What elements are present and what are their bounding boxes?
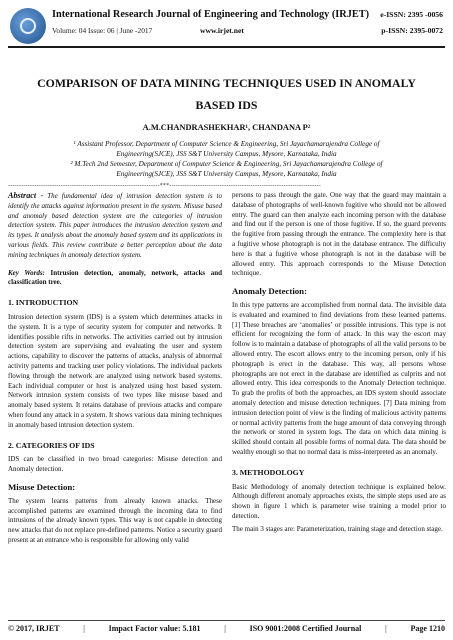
affiliation-2-line2: Engineering(SJCE), JSS S&T University Campus, Mysore, Karnataka, India xyxy=(116,170,337,178)
footer-impact-factor: Impact Factor value: 5.181 xyxy=(108,624,201,633)
abstract-text: The fundamental idea of intrusion detection system is to identify the attacks against information present in the system. Misuse based and anomaly based detection system are the categories of intrusion detection system. This paper introduces the intrusion detection system and its types. It analysis about the anomaly based system and its applications in various fields. This review contribute a better perception about the data mining techniques in anomaly detection system. xyxy=(8,192,222,259)
journal-logo-icon xyxy=(10,8,46,44)
footer-rule xyxy=(8,620,445,621)
affiliation-1-line1: ¹ Assistant Professor, Department of Computer Science & Engineering, Sri Jayachamarajendra College of xyxy=(73,140,380,148)
paper-authors: A.M.CHANDRASHEKHAR¹, CHANDANA P² xyxy=(142,123,311,132)
keywords-text: Intrusion detection, anomaly, network, attacks and classification tree. xyxy=(8,268,222,287)
categories-text: IDS can be classified in two broad categories: Misuse detection and Anomaly detection. xyxy=(8,455,222,474)
intro-heading: 1. INTRODUCTION xyxy=(8,298,79,308)
footer-separator: | xyxy=(224,624,226,633)
paper-title-line2: BASED IDS xyxy=(195,98,258,112)
left-column xyxy=(8,191,222,546)
journal-header xyxy=(0,0,453,54)
methodology-text-2: The main 3 stages are: Parameterization, training stage and detection stage. xyxy=(232,524,443,533)
eissn: e-ISSN: 2395 -0056 xyxy=(380,10,443,19)
journal-website[interactable]: www.irjet.net xyxy=(200,26,244,35)
volume-issue: Volume: 04 Issue: 06 | June -2017 xyxy=(52,26,153,35)
paper-title-line1: COMPARISON OF DATA MINING TECHNIQUES USED IN ANOMALY xyxy=(37,76,416,90)
footer-page-number: Page 1210 xyxy=(410,624,445,633)
methodology-text-1: Basic Methodology of anomaly detection technique is explained below. Although different anomaly approaches exists, the simple steps used are as shown in figure 1 which is parameter wise training a model prior to detection. xyxy=(232,482,446,520)
anomaly-text: In this type patterns are accomplished from normal data. The invisible data is evaluated and examined to find deviations from these learned patterns. [1] These breaches are ‘anomalies’ or possible intrusions. This type is not efficient for recognizing the form of attack. In this way the escort may follow is to maintain a database of photographs of all the valid persons to be allowed entry. The escort allows entry to the incoming person, only if his photograph is erect in the database. This way, all persons whose photographs are not erect in the database are identified as culprits and not allowed entry. This idea corresponds to the Anomaly Detection technique. To grab the profits of both the approaches, an IDS system should associate anomaly detection and misuse detection techniques. [7] Data mining from intrusion detection point of view is the finding of malicious activity patterns or normal activity patterns from the huge amount of data conveying through the network or stored in system logs. The data on which data mining is skilled should contain all possible forms of normal data. The data should be wealthy enough so that no normal data is miss-interpreted as an anomaly. xyxy=(232,300,446,456)
intro-text: Intrusion detection system (IDS) is a system which determines attacks in the system. It is a type of security system for computer and networks. It identifies possible rifts in networks. The activities carried out by intrusion detection system are supervising and evaluating the user and system actions, capability to discover the patterns of attacks, analysis of abnormal activity patterns and tracking user policy violations. The individual packets flowing through the network are analyzed using network based systems. Each individual computer or host is analyzed using host based system. Network intrusion system consists of two types like misuse based and anomaly based system. It retains database of previous attacks and compare when found any attack in a system. It shows various data mining techniques in anomaly based intrusion detection system. xyxy=(8,312,222,429)
section-separator: ---------------------------------------------------------------------***--------------------------------------------------------------------- xyxy=(8,183,321,189)
keywords-label: Key Words: xyxy=(8,268,45,277)
misuse-heading: Misuse Detection: xyxy=(8,481,76,492)
keywords xyxy=(8,269,222,289)
header-rule xyxy=(8,46,445,48)
abstract xyxy=(8,191,222,261)
abstract-label: Abstract - xyxy=(8,191,44,200)
pissn: p-ISSN: 2395-0072 xyxy=(381,26,443,35)
misuse-continued-text: persons to pass through the gate. One way that the guard may maintain a database of photographs of well-known fugitive who should not be allowed entry. The guard can then analyze each incoming person with the database and find out if the person is one of those fugitive. If so, the guard prevents the fugitive from passing through the entrance. The complexity here is that a fugitive whose photograph is not in the database entrance. The difficulty here is that a fugitive whose photograph is not in the database will be allowed entry. This approach corresponds to the Misuse Detection technique. xyxy=(232,191,446,278)
footer-separator: | xyxy=(385,624,387,633)
page-footer xyxy=(8,624,445,633)
methodology-heading: 3. METHODOLOGY xyxy=(232,467,305,477)
footer-iso: ISO 9001:2008 Certified Journal xyxy=(249,624,362,633)
footer-copyright: © 2017, IRJET xyxy=(8,624,60,633)
categories-heading: 2. CATEGORIES OF IDS xyxy=(8,440,95,450)
footer-separator: | xyxy=(83,624,85,633)
anomaly-heading: Anomaly Detection: xyxy=(232,286,308,297)
affiliation-1-line2: Engineering(SJCE), JSS S&T University Campus, Mysore, Karnataka, India xyxy=(116,150,337,158)
affiliation-2-line1: ² M.Tech 2nd Semester, Department of Computer Science & Engineering, Sri Jayachamarajendra College of xyxy=(70,160,383,168)
right-column xyxy=(232,191,446,535)
misuse-text: The system learns patterns from already known attacks. These accomplished patterns are examined through the incoming data to find intrusions of the already known types. This way is not capable in detecting new attacks that do not replace pre-defined patterns. Notice a security guard present at an entrance who is responsible for allowing only valid xyxy=(8,496,222,544)
journal-title: International Research Journal of Engineering and Technology (IRJET) xyxy=(52,9,370,20)
